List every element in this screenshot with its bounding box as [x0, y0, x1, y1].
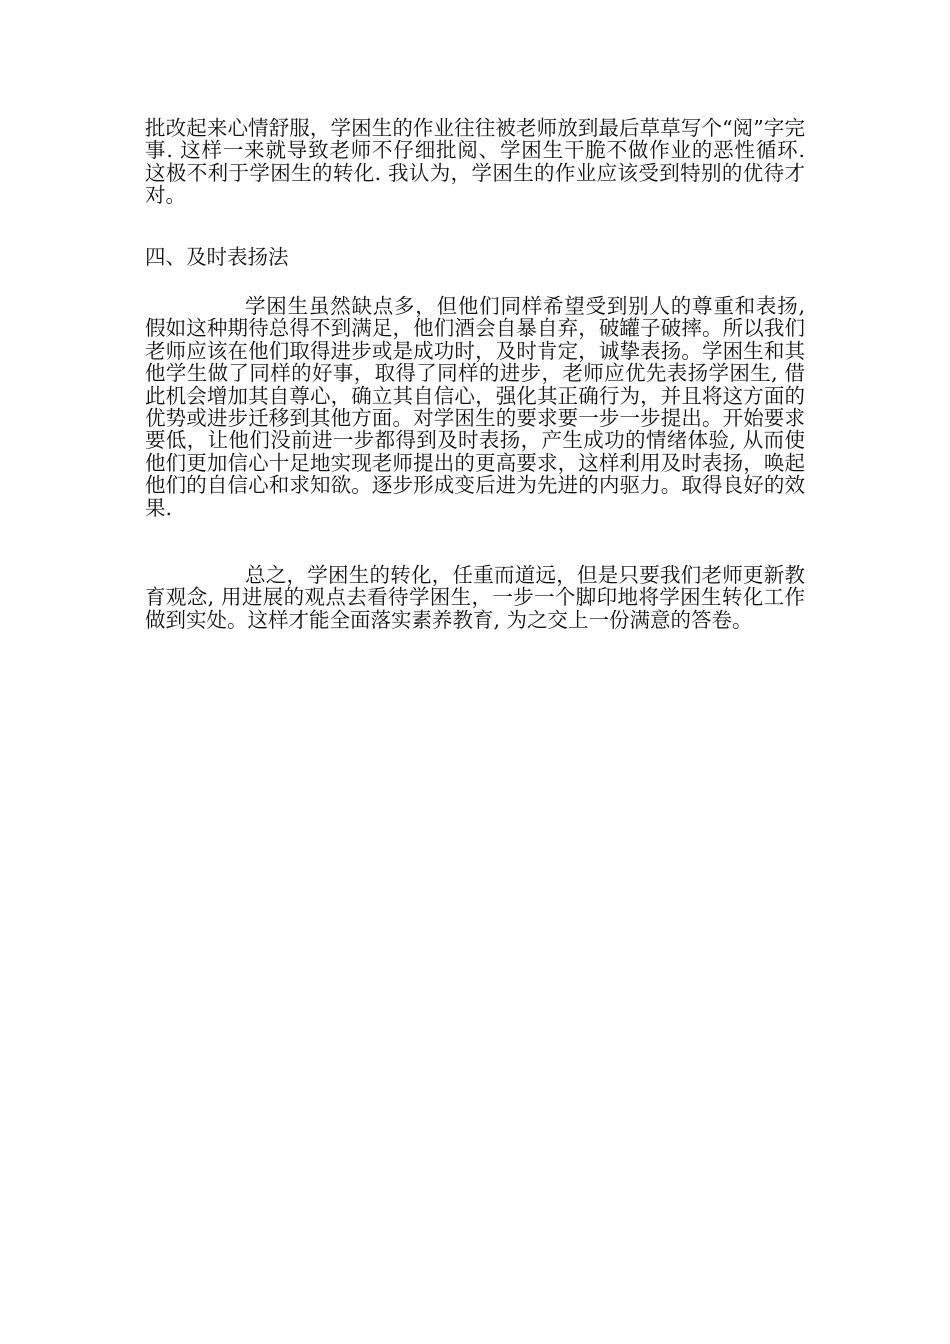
- paragraph-praise: 学困生虽然缺点多，但他们同样希望受到别人的尊重和表扬, 假如这种期待总得不到满足，他们酒会自暴自弃，破罐子破摔。所以我们老师应该在他们取得进步或是成功时，及时肯定，诚挚表扬。学困生和其他学生做了同样的好事，取得了同样的进步，老师应优先表扬学困生, 借此机会增加其自尊心，确立其自信心，强化其正确行为，并且将这方面的优势或进步迁移到其他方面。对学困生的要求要一步一步提出。开始要求要低，让他们没前进一步都得到及时表扬，产生成功的情绪体验, 从而使他们更加信心十足地实现老师提出的更高要求，这样利用及时表扬，唤起他们的自信心和求知欲。逐步形成变后进为先进的内驱力。取得良好的效果.: [145, 294, 805, 520]
- paragraph-homework: 批改起来心情舒服，学困生的作业往往被老师放到最后草草写个“阅”字完事. 这样一来就导致老师不仔细批阅、学困生干脆不做作业的恶性循环. 这极不利于学困生的转化. 我认为，学困生的作业应该受到特别的优待才对。: [145, 116, 805, 208]
- section-heading-praise: 四、及时表扬法: [145, 245, 289, 269]
- paragraph-conclusion: 总之，学困生的转化，任重而道远，但是只要我们老师更新教育观念, 用进展的观点去看待学困生，一步一个脚印地将学困生转化工作做到实处。这样才能全面落实素养教育, 为之交上一份满意的答卷。: [145, 563, 805, 632]
